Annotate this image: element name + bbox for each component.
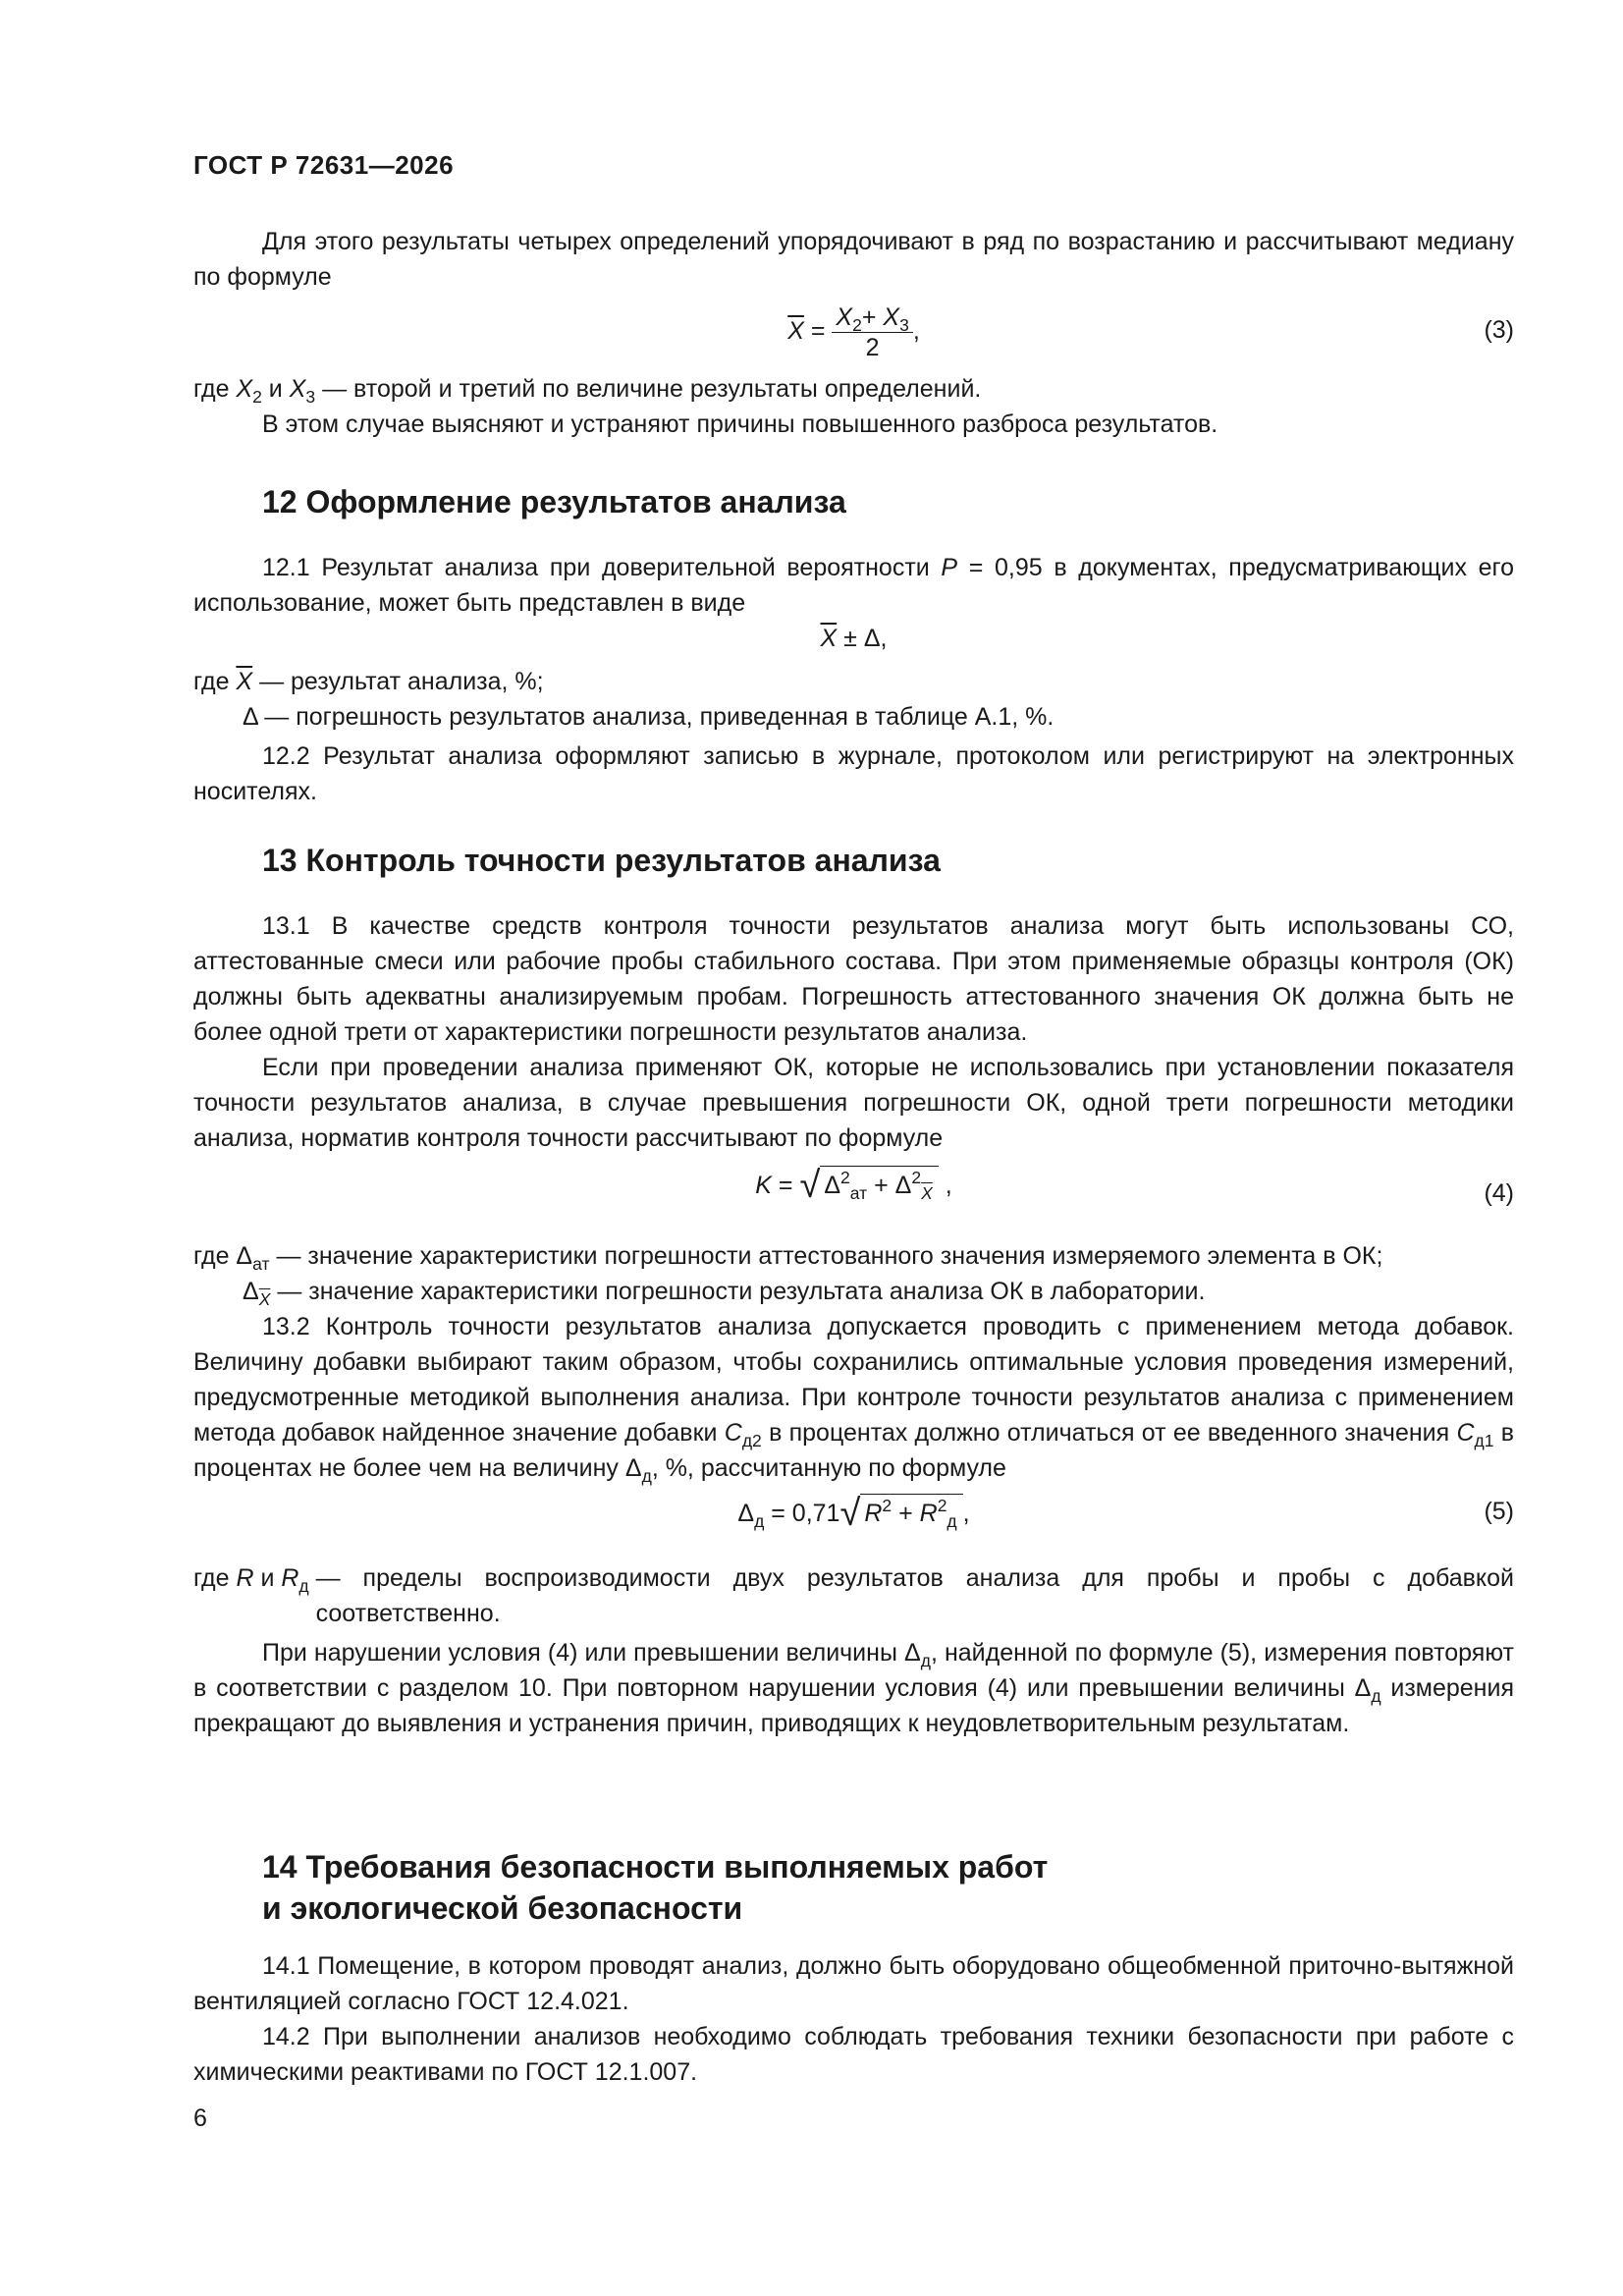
formula-4-number: (4) xyxy=(1484,1179,1514,1207)
paragraph-13-3: При нарушении условия (4) или превышении величины $\Delta_д$, найденной по формуле (5), измерения повторяют в соответствии с разделом 10. При повторном нарушении условия (4) или превышении величины $\Delta_д$ измерения прекращают до выявления и устранения причин, приводящих к неудовлетворительным результатам. xyxy=(193,1639,1514,1737)
paragraph-13-2: 13.2 Контроль точности результатов анализа допускается проводить с применением метода добавок. Величину добавки выбирают таким образом, чтобы сохранились оптимальные условия проведения измерений, предусмотренные методикой выполнения анализа. При контроле точности результатов анализа с применением метода добавок найденное значение добавки $C_{д2}$ в процентах должно отличаться от ее введенного значения $C_{д1}$ в процентах не более чем на величину $\Delta_д$, %, рассчитанную по формуле xyxy=(193,1313,1515,1486)
document-header: ГОСТ Р 72631—2026 xyxy=(193,150,455,180)
where-13-1: где $\Delta_{ат}$ — значение характеристики погрешности аттестованного значения измеряемого элемента в ОК; xyxy=(193,1242,1383,1274)
intro-paragraph: Для этого результаты четырех определений упорядочивают в ряд по возрастанию и рассчитывают медиану по формуле xyxy=(193,228,1514,291)
formula-5 xyxy=(193,1494,1514,1549)
formula-3-expression: $\overline{X}$ = $\frac{X_2+ X_3}{2}$ , xyxy=(787,303,920,361)
formula-4 xyxy=(193,1166,1514,1225)
formula-5-expression: $\Delta_д = 0,71√$ $R^2 + R^2_д$ , xyxy=(737,1493,970,1534)
where-13-3 xyxy=(193,1560,1514,1631)
intro-where: где $X_2$ и $X_3$ — второй и третий по величине результаты определений. xyxy=(193,375,982,407)
formula-3-number: (3) xyxy=(1484,316,1514,344)
paragraph-13-1-cont: Если при проведении анализа применяют ОК, которые не использовались при установлении показателя точности результатов анализа, в случае превышения погрешности ОК, одной трети погрешности методики анализа, норматив контроля точности рассчитывают по формуле xyxy=(193,1054,1514,1152)
paragraph-14-2: 14.2 При выполнении анализов необходимо соблюдать требования техники безопасности при работе с химическими реактивами по ГОСТ 12.1.007. xyxy=(193,2023,1514,2086)
section-13 xyxy=(193,840,1514,1741)
formula-4-expression: K = √ $\Delta^2_{ат} + \Delta^2_{\overline{X}}$ , xyxy=(755,1165,952,1206)
formula-result xyxy=(193,621,1514,656)
formula-result-expression: $\overline{X} \pm \Delta$, xyxy=(820,625,888,652)
intro-paragraph-2: В этом случае выясняют и устраняют причины повышенного разброса результатов. xyxy=(262,410,1218,438)
paragraph-13-1: 13.1 В качестве средств контроля точности результатов анализа могут быть использованы СО, аттестованные смеси или рабочие пробы стабильного состава. При этом применяемые образцы контроля (ОК) должны быть адекватны анализируемым пробам. Погрешность аттестованного значения ОК должна быть не более одной трети от характеристики погрешности результатов анализа. xyxy=(193,912,1514,1046)
formula-5-number: (5) xyxy=(1484,1498,1514,1525)
section-12-title: 12 Оформление результатов анализа xyxy=(262,484,846,519)
paragraph-14-1: 14.1 Помещение, в котором проводят анализ, должно быть оборудовано общеобменной приточно-вытяжной вентиляцией согласно ГОСТ 12.4.021. xyxy=(193,1952,1514,2015)
where-12-2: Δ — погрешность результатов анализа, приведенная в таблице А.1, %. xyxy=(243,703,1055,731)
paragraph-12-2: 12.2 Результат анализа оформляют записью в журнале, протоколом или регистрируют на электронных носителях. xyxy=(193,742,1514,805)
section-14-title-line2: и экологической безопасности xyxy=(262,1890,743,1926)
formula-3 xyxy=(193,302,1514,361)
section-14 xyxy=(193,1846,1514,2090)
where-13-3-text: — пределы воспроизводимости двух результатов анализа для пробы и пробы с добавкой соответственно. xyxy=(315,1564,1514,1627)
section-12 xyxy=(193,481,1514,809)
paragraph-12-1: 12.1 Результат анализа при доверительной вероятности P = 0,95 в документах, предусматривающих его использование, может быть представлен в виде xyxy=(193,554,1514,617)
where-13-2: $\Delta_{\overline{X}}$ — значение характеристики погрешности результата анализа ОК в лаборатории. xyxy=(243,1278,1206,1309)
where-12-1: где $\overline{X}$ — результат анализа, %; xyxy=(193,668,544,695)
where-13-3-label: где R и $R_д$ xyxy=(193,1564,309,1596)
section-14-title-line1: 14 Требования безопасности выполняемых работ xyxy=(262,1849,1049,1885)
intro-block xyxy=(193,224,1514,442)
section-13-title: 13 Контроль точности результатов анализа xyxy=(262,843,941,878)
page-number: 6 xyxy=(193,2105,207,2132)
